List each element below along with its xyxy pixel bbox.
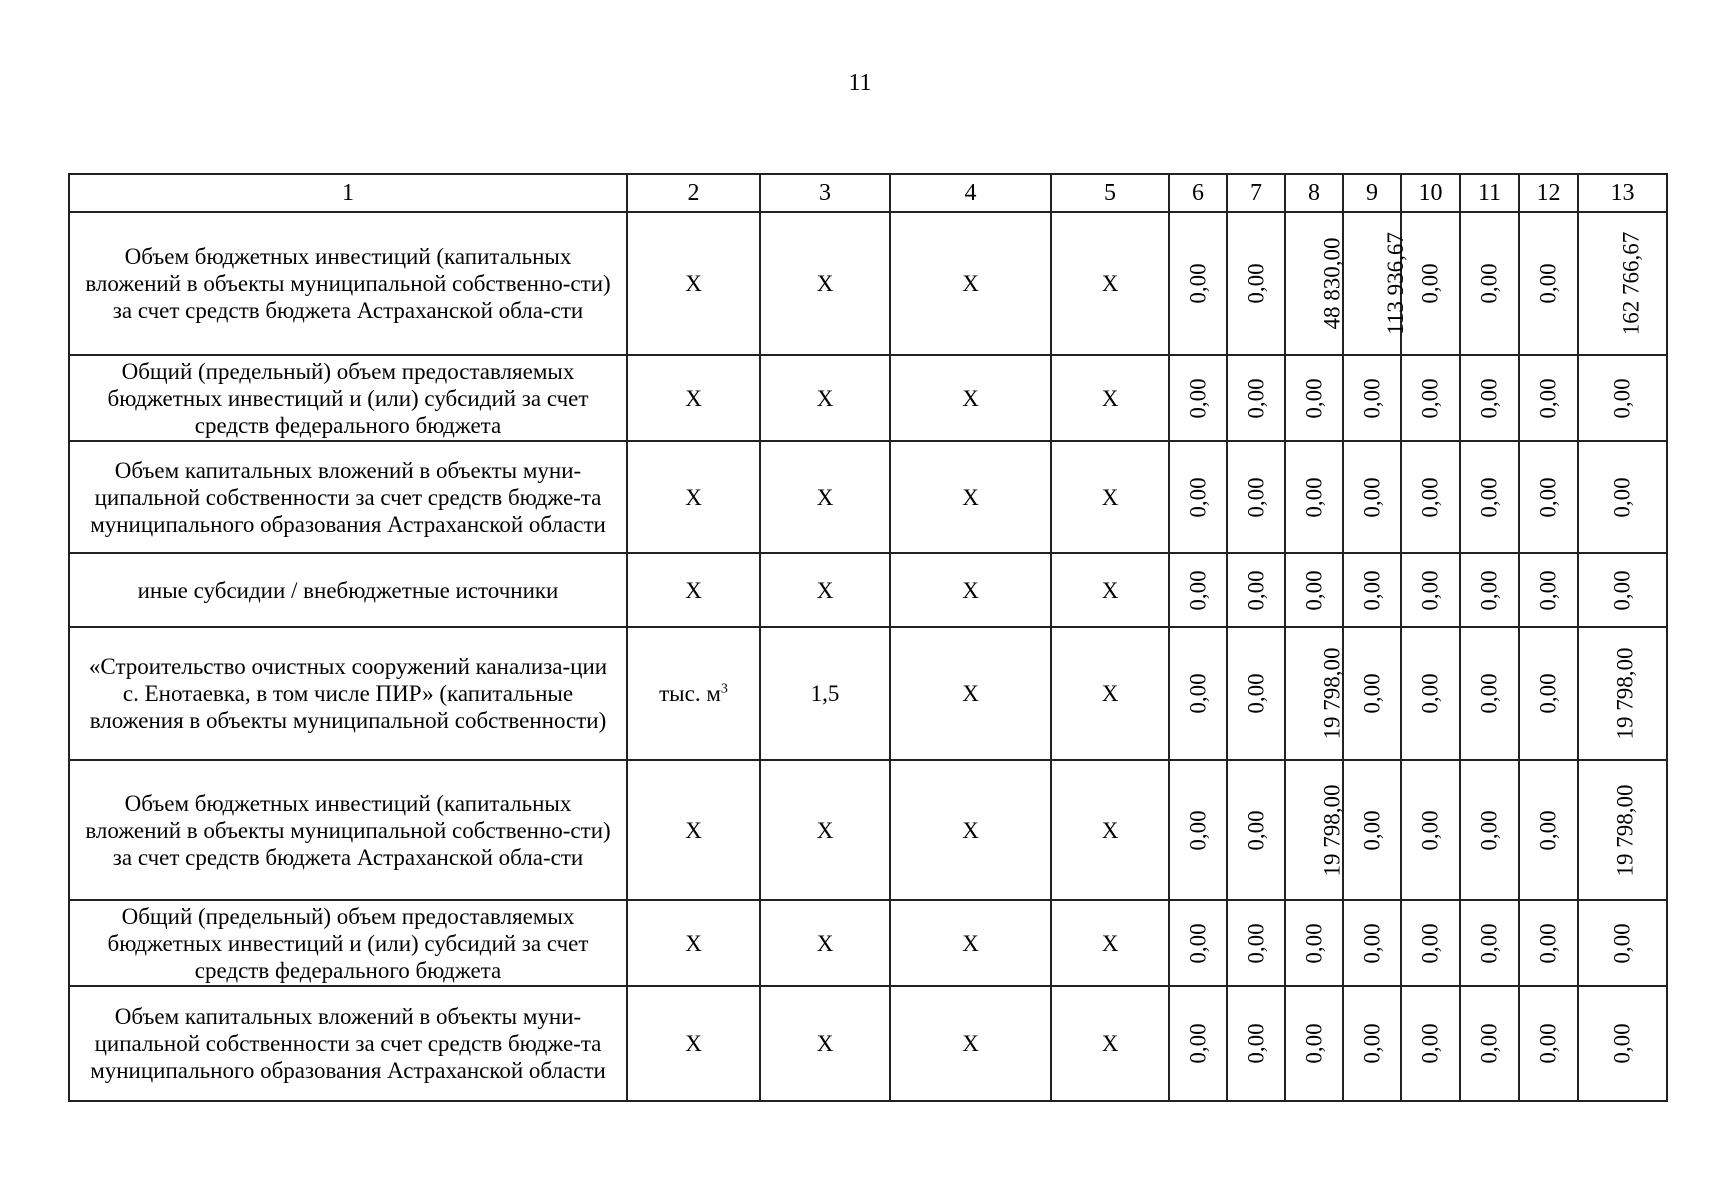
- header-cell: 5: [1051, 174, 1169, 212]
- header-cell: 4: [890, 174, 1051, 212]
- cell-c3: [760, 760, 890, 900]
- table-row: [69, 760, 1667, 900]
- value-cell: [1169, 627, 1227, 760]
- page-number: 11: [848, 70, 872, 96]
- value-text: 0,00: [1243, 673, 1269, 714]
- value-cell: [1460, 760, 1519, 900]
- value-cell: [1343, 212, 1408, 355]
- value-cell: [1460, 553, 1519, 627]
- cell-c3: [760, 553, 890, 627]
- value-cell: [1519, 355, 1578, 441]
- value-cell: [1343, 441, 1401, 553]
- cell-c5: [1051, 760, 1169, 900]
- cell-c4: [890, 900, 1051, 986]
- value-text: 0,00: [1301, 1023, 1327, 1064]
- value-text: 19 798,00: [1319, 784, 1345, 876]
- value-text: 0,00: [1359, 922, 1385, 964]
- value-text: 0,00: [1610, 569, 1635, 611]
- cell-text: X: [962, 577, 979, 603]
- header-cell: 6: [1169, 174, 1227, 212]
- table-row: [69, 986, 1667, 1101]
- value-text: 0,00: [1185, 673, 1211, 714]
- cell-text: X: [816, 817, 834, 843]
- cell-c5: [1051, 986, 1169, 1101]
- cell-text: X: [1101, 385, 1119, 411]
- cell-text: X: [1101, 577, 1119, 603]
- value-cell: [1227, 212, 1285, 355]
- value-text: 0,00: [1477, 476, 1502, 518]
- cell-c5: [1051, 627, 1169, 760]
- value-cell: [1578, 355, 1667, 441]
- cell-text: X: [816, 1031, 834, 1056]
- value-cell: [1401, 760, 1460, 900]
- table-row: [69, 355, 1667, 441]
- header-cell: 8: [1285, 174, 1343, 212]
- value-cell: [1343, 760, 1401, 900]
- header-cell: 11: [1460, 174, 1519, 212]
- cell-c4: [890, 441, 1051, 553]
- value-text: 0,00: [1536, 673, 1561, 714]
- table-row: [69, 441, 1667, 553]
- value-text: 0,00: [1359, 673, 1385, 714]
- value-text: 162 766,67: [1618, 231, 1644, 336]
- value-text: 0,00: [1359, 569, 1385, 611]
- value-text: 48 830,00: [1319, 237, 1345, 330]
- value-text: 0,00: [1477, 377, 1502, 419]
- header-cell: 2: [627, 174, 760, 212]
- cell-text: X: [962, 271, 979, 296]
- cell-text: X: [685, 930, 702, 956]
- cell-c3: [760, 441, 890, 553]
- value-cell: [1227, 760, 1285, 900]
- cell-c3: [760, 986, 890, 1101]
- cell-c2: [627, 900, 760, 986]
- value-cell: [1285, 760, 1343, 900]
- value-cell: [1578, 553, 1667, 627]
- cell-c5: [1051, 900, 1169, 986]
- cell-c2: [627, 553, 760, 627]
- value-text: 19 798,00: [1319, 647, 1345, 740]
- value-text: 0,00: [1477, 263, 1502, 304]
- table-row: [69, 900, 1667, 986]
- value-cell: [1343, 355, 1401, 441]
- value-cell: [1460, 900, 1519, 986]
- cell-text: X: [1101, 1031, 1119, 1056]
- header-cell: 10: [1401, 174, 1460, 212]
- value-text: 0,00: [1301, 476, 1327, 518]
- value-cell: [1343, 627, 1401, 760]
- cell-text: X: [685, 1031, 702, 1056]
- cell-text: X: [685, 577, 702, 603]
- value-text: 0,00: [1418, 377, 1443, 419]
- value-text: 0,00: [1536, 569, 1561, 611]
- value-cell: [1460, 627, 1519, 760]
- header-cell: 7: [1227, 174, 1285, 212]
- value-cell: [1519, 760, 1578, 900]
- header-cell: 12: [1519, 174, 1578, 212]
- header-row: [69, 174, 1667, 212]
- cell-text: X: [1101, 817, 1119, 843]
- value-text: 0,00: [1185, 1023, 1211, 1064]
- cell-c2: [627, 441, 760, 553]
- value-cell: [1169, 212, 1227, 355]
- value-text: 0,00: [1243, 263, 1269, 304]
- value-text: 0,00: [1418, 1023, 1443, 1064]
- cell-c4: [890, 553, 1051, 627]
- value-cell: [1401, 627, 1460, 760]
- value-cell: [1169, 760, 1227, 900]
- value-text: 19 798,00: [1612, 647, 1638, 740]
- unit-superscript: 3: [720, 681, 728, 697]
- table-row: [69, 212, 1667, 355]
- value-cell: [1227, 553, 1285, 627]
- value-text: 0,00: [1536, 922, 1561, 964]
- value-text: 113 936,67: [1382, 232, 1408, 335]
- value-text: 0,00: [1536, 809, 1561, 851]
- value-cell: [1578, 900, 1667, 986]
- value-text: 0,00: [1418, 569, 1443, 611]
- cell-c4: [890, 355, 1051, 441]
- header-cell: 3: [760, 174, 890, 212]
- value-text: 0,00: [1610, 377, 1635, 419]
- cell-text: X: [1101, 681, 1119, 706]
- row-name: Общий (предельный) объем предоставляемых бюджетных инвестиций и (или) субсидий за счет средств федерального бюджета: [69, 355, 627, 441]
- value-text: 0,00: [1301, 569, 1327, 611]
- cell-text: X: [962, 930, 979, 956]
- value-cell: [1460, 355, 1519, 441]
- value-cell: [1285, 441, 1343, 553]
- value-text: 0,00: [1185, 377, 1211, 419]
- value-cell: [1578, 212, 1667, 355]
- value-text: 0,00: [1185, 809, 1211, 851]
- value-text: 0,00: [1418, 673, 1443, 714]
- value-cell: [1578, 627, 1667, 760]
- cell-text: 1,5: [810, 681, 840, 706]
- value-cell: [1519, 627, 1578, 760]
- cell-text: X: [685, 484, 702, 510]
- cell-text: X: [816, 577, 834, 603]
- value-text: 0,00: [1536, 263, 1561, 304]
- value-cell: [1519, 900, 1578, 986]
- value-cell: [1227, 355, 1285, 441]
- row-name: Объем капитальных вложений в объекты муни-ципальной собственности за счет средств бюдже-та муниципального образования Астраханской области: [69, 986, 627, 1101]
- value-cell: [1285, 212, 1343, 355]
- cell-c2: [627, 355, 760, 441]
- value-text: 0,00: [1418, 263, 1443, 304]
- cell-c5: [1051, 553, 1169, 627]
- value-text: 0,00: [1185, 569, 1211, 611]
- value-text: 0,00: [1477, 809, 1502, 851]
- value-cell: [1519, 441, 1578, 553]
- cell-c4: [890, 212, 1051, 355]
- value-cell: [1169, 986, 1227, 1101]
- cell-c2: [627, 212, 760, 355]
- value-cell: [1227, 441, 1285, 553]
- value-cell: [1460, 212, 1519, 355]
- value-cell: [1519, 212, 1578, 355]
- cell-text: X: [962, 817, 979, 843]
- value-text: 0,00: [1418, 809, 1443, 851]
- cell-text: X: [1101, 484, 1119, 510]
- cell-text: X: [962, 1031, 979, 1056]
- value-cell: [1285, 986, 1343, 1101]
- row-name: Объем капитальных вложений в объекты муни-ципальной собственности за счет средств бюдже-та муниципального образования Астраханской области: [69, 441, 627, 553]
- cell-text: X: [1101, 930, 1119, 956]
- cell-c5: [1051, 355, 1169, 441]
- value-text: 0,00: [1418, 922, 1443, 964]
- value-cell: [1343, 553, 1401, 627]
- header-cell: 1: [69, 174, 627, 212]
- cell-c3: [760, 355, 890, 441]
- table-row: [69, 553, 1667, 627]
- cell-c2: [627, 986, 760, 1101]
- budget-table: [68, 173, 1668, 1102]
- value-text: 0,00: [1185, 263, 1211, 304]
- cell-text: X: [685, 385, 702, 411]
- value-text: 0,00: [1359, 476, 1385, 518]
- value-cell: [1460, 441, 1519, 553]
- cell-text: X: [685, 817, 702, 843]
- value-cell: [1227, 627, 1285, 760]
- value-text: 0,00: [1610, 1023, 1635, 1064]
- value-cell: [1343, 986, 1401, 1101]
- cell-c4: [890, 986, 1051, 1101]
- value-text: 19 798,00: [1612, 784, 1638, 876]
- cell-text: X: [685, 271, 702, 296]
- value-text: 0,00: [1243, 922, 1269, 964]
- value-text: 0,00: [1301, 922, 1327, 964]
- cell-c3: [760, 900, 890, 986]
- cell-c4: [890, 760, 1051, 900]
- header-cell: 13: [1578, 174, 1667, 212]
- value-cell: [1460, 986, 1519, 1101]
- value-cell: [1519, 986, 1578, 1101]
- value-cell: [1285, 355, 1343, 441]
- cell-c5: [1051, 212, 1169, 355]
- value-text: 0,00: [1243, 569, 1269, 611]
- value-cell: [1169, 441, 1227, 553]
- value-text: 0,00: [1536, 377, 1561, 419]
- value-cell: [1401, 441, 1460, 553]
- value-cell: [1169, 553, 1227, 627]
- value-text: 0,00: [1359, 1023, 1385, 1064]
- value-text: 0,00: [1477, 569, 1502, 611]
- cell-text: X: [816, 271, 834, 296]
- value-cell: [1578, 986, 1667, 1101]
- value-cell: [1343, 900, 1401, 986]
- cell-text: X: [962, 385, 979, 411]
- table-row: [69, 627, 1667, 760]
- row-name: Объем бюджетных инвестиций (капитальных вложений в объекты муниципальной собственно-сти) за счет средств бюджета Астраханской обла-сти: [69, 760, 627, 900]
- value-text: 0,00: [1243, 1023, 1269, 1064]
- value-cell: [1401, 212, 1460, 355]
- cell-c4: [890, 627, 1051, 760]
- cell-c2: [627, 627, 760, 760]
- cell-text: X: [816, 930, 834, 956]
- cell-text: X: [962, 484, 979, 510]
- value-text: 0,00: [1359, 377, 1385, 419]
- row-name: Объем бюджетных инвестиций (капитальных вложений в объекты муниципальной собственно-сти) за счет средств бюджета Астраханской обла-сти: [69, 212, 627, 355]
- value-text: 0,00: [1418, 476, 1443, 518]
- value-cell: [1285, 553, 1343, 627]
- value-cell: [1227, 900, 1285, 986]
- value-text: 0,00: [1243, 377, 1269, 419]
- value-text: 0,00: [1301, 377, 1327, 419]
- cell-c3: [760, 212, 890, 355]
- value-text: 0,00: [1359, 809, 1385, 851]
- value-text: 0,00: [1610, 922, 1635, 964]
- value-cell: [1401, 553, 1460, 627]
- value-cell: [1285, 627, 1343, 760]
- value-text: 0,00: [1610, 476, 1635, 518]
- value-text: 0,00: [1536, 476, 1561, 518]
- cell-text: тыс. м: [659, 681, 721, 706]
- row-name: «Строительство очистных сооружений канализа-ции с. Енотаевка, в том числе ПИР» (капитальные вложения в объекты муниципальной собственности): [69, 627, 627, 760]
- value-text: 0,00: [1477, 1023, 1502, 1064]
- value-text: 0,00: [1477, 922, 1502, 964]
- value-text: 0,00: [1536, 1023, 1561, 1064]
- cell-c2: [627, 760, 760, 900]
- cell-text: X: [816, 484, 834, 510]
- value-cell: [1401, 355, 1460, 441]
- value-cell: [1169, 900, 1227, 986]
- row-name: иные субсидии / внебюджетные источники: [69, 553, 627, 627]
- value-cell: [1578, 760, 1667, 900]
- cell-text: X: [1101, 271, 1119, 296]
- value-cell: [1169, 355, 1227, 441]
- value-cell: [1227, 986, 1285, 1101]
- value-text: 0,00: [1185, 476, 1211, 518]
- cell-text: X: [816, 385, 834, 411]
- cell-c3: [760, 627, 890, 760]
- value-text: 0,00: [1243, 476, 1269, 518]
- value-text: 0,00: [1477, 673, 1502, 714]
- value-text: 0,00: [1185, 922, 1211, 964]
- value-cell: [1519, 553, 1578, 627]
- value-cell: [1578, 441, 1667, 553]
- value-text: 0,00: [1243, 809, 1269, 851]
- cell-text: X: [962, 681, 979, 706]
- value-cell: [1401, 900, 1460, 986]
- row-name: Общий (предельный) объем предоставляемых бюджетных инвестиций и (или) субсидий за счет средств федерального бюджета: [69, 900, 627, 986]
- value-cell: [1401, 986, 1460, 1101]
- value-cell: [1285, 900, 1343, 986]
- header-cell: 9: [1343, 174, 1401, 212]
- cell-c5: [1051, 441, 1169, 553]
